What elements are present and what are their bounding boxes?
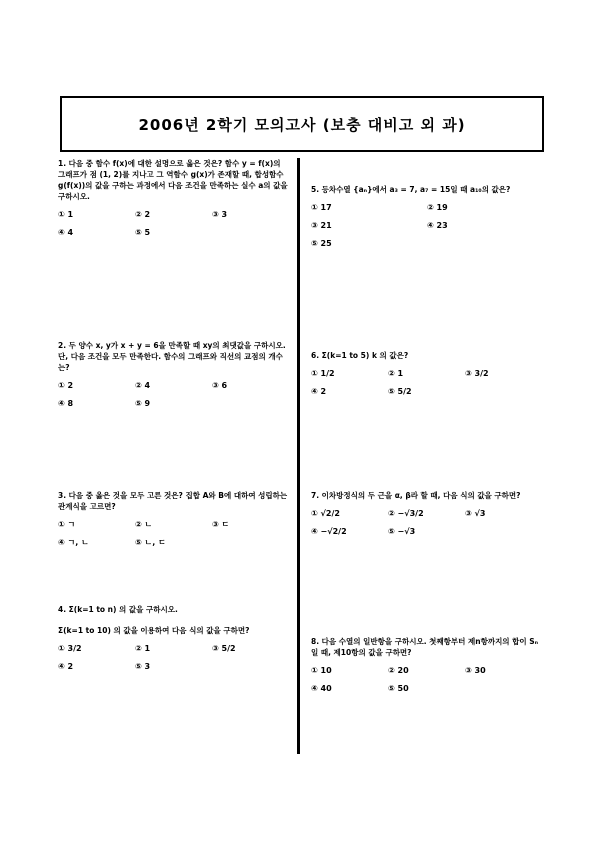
question-text: 7. 이차방정식의 두 근을 α, β라 할 때, 다음 식의 값을 구하면? bbox=[311, 491, 521, 500]
question-2 bbox=[58, 340, 290, 413]
choice[interactable]: ① √2/2 bbox=[311, 509, 340, 518]
question-subtext: Σ(k=1 to 10) 의 값을 이용하여 다음 식의 값을 구하면? bbox=[58, 626, 250, 635]
choice-list bbox=[58, 516, 290, 552]
choice[interactable]: ② 2 bbox=[135, 210, 151, 219]
choice[interactable]: ⑤ 25 bbox=[311, 239, 332, 248]
choice[interactable]: ④ 8 bbox=[58, 399, 74, 408]
choice-list bbox=[58, 640, 290, 676]
choice[interactable]: ③ 6 bbox=[212, 381, 228, 390]
choice[interactable]: ④ 2 bbox=[58, 662, 74, 671]
choice[interactable]: ③ ㄷ bbox=[212, 520, 230, 529]
question-5 bbox=[311, 184, 543, 253]
choice[interactable]: ③ √3 bbox=[465, 509, 486, 518]
choice[interactable]: ② 1 bbox=[135, 644, 151, 653]
choice[interactable]: ⑤ 3 bbox=[135, 662, 151, 671]
choice-list bbox=[311, 365, 543, 401]
choice[interactable]: ⑤ 5/2 bbox=[388, 387, 412, 396]
question-3 bbox=[58, 490, 290, 552]
choice[interactable]: ④ ㄱ, ㄴ bbox=[58, 538, 89, 547]
title-box bbox=[60, 96, 544, 152]
choice-list bbox=[311, 199, 543, 253]
choice[interactable]: ① ㄱ bbox=[58, 520, 76, 529]
choice[interactable]: ② 19 bbox=[427, 203, 448, 212]
question-text: 1. 다음 중 함수 f(x)에 대한 설명으로 옳은 것은? 함수 y = f(x)의 그래프가 점 (1, 2)를 지나고 그 역함수 g(x)가 존재할 때, 합성함수 g(f(x))의 값을 구하는 과정에서 다음 조건을 만족하는 실수 a의 값을 구하시오. bbox=[58, 159, 288, 201]
choice[interactable]: ① 1 bbox=[58, 210, 74, 219]
question-text: 2. 두 양수 x, y가 x + y = 6을 만족할 때 xy의 최댓값을 구하시오. 단, 다음 조건을 모두 만족한다. 함수의 그래프와 직선의 교점의 개수는? bbox=[58, 341, 286, 372]
choice[interactable]: ⑤ ㄴ, ㄷ bbox=[135, 538, 166, 547]
choice[interactable]: ④ 40 bbox=[311, 684, 332, 693]
question-6 bbox=[311, 350, 543, 401]
choice[interactable]: ① 10 bbox=[311, 666, 332, 675]
column-divider bbox=[297, 158, 300, 754]
choice[interactable]: ⑤ 50 bbox=[388, 684, 409, 693]
choice[interactable]: ⑤ 5 bbox=[135, 228, 151, 237]
question-text: 4. Σ(k=1 to n) 의 값을 구하시오. bbox=[58, 605, 178, 614]
question-text: 6. Σ(k=1 to 5) k 의 값은? bbox=[311, 351, 409, 360]
choice[interactable]: ⑤ 9 bbox=[135, 399, 151, 408]
choice-list bbox=[58, 377, 290, 413]
choice-list bbox=[311, 505, 543, 541]
choice[interactable]: ⑤ −√3 bbox=[388, 527, 416, 536]
question-7 bbox=[311, 490, 543, 541]
choice[interactable]: ③ 21 bbox=[311, 221, 332, 230]
question-8 bbox=[311, 636, 543, 698]
choice[interactable]: ② ㄴ bbox=[135, 520, 153, 529]
question-4 bbox=[58, 604, 290, 676]
choice[interactable]: ② 4 bbox=[135, 381, 151, 390]
choice[interactable]: ③ 30 bbox=[465, 666, 486, 675]
choice[interactable]: ③ 5/2 bbox=[212, 644, 236, 653]
choice[interactable]: ② 1 bbox=[388, 369, 404, 378]
question-text: 8. 다음 수열의 일반항을 구하시오. 첫째항부터 제n항까지의 합이 Sₙ일 때, 제10항의 값을 구하면? bbox=[311, 637, 539, 657]
choice[interactable]: ④ 2 bbox=[311, 387, 327, 396]
choice[interactable]: ④ 23 bbox=[427, 221, 448, 230]
choice[interactable]: ③ 3 bbox=[212, 210, 228, 219]
choice-list bbox=[311, 662, 543, 698]
choice[interactable]: ① 1/2 bbox=[311, 369, 335, 378]
choice[interactable]: ① 3/2 bbox=[58, 644, 82, 653]
choice[interactable]: ① 2 bbox=[58, 381, 74, 390]
choice-list bbox=[58, 206, 290, 242]
choice[interactable]: ③ 3/2 bbox=[465, 369, 489, 378]
choice[interactable]: ② 20 bbox=[388, 666, 409, 675]
choice[interactable]: ④ 4 bbox=[58, 228, 74, 237]
question-text: 3. 다음 중 옳은 것을 모두 고른 것은? 집합 A와 B에 대하여 성립하는 관계식을 고르면? bbox=[58, 491, 288, 511]
choice[interactable]: ④ −√2/2 bbox=[311, 527, 347, 536]
choice[interactable]: ① 17 bbox=[311, 203, 332, 212]
question-1 bbox=[58, 158, 290, 242]
question-text: 5. 등차수열 {aₙ}에서 a₃ = 7, a₇ = 15일 때 a₁₀의 값은? bbox=[311, 185, 511, 194]
page-title: 2006년 2학기 모의고사 (보충 대비고 외 과) bbox=[138, 115, 466, 134]
choice[interactable]: ② −√3/2 bbox=[388, 509, 424, 518]
